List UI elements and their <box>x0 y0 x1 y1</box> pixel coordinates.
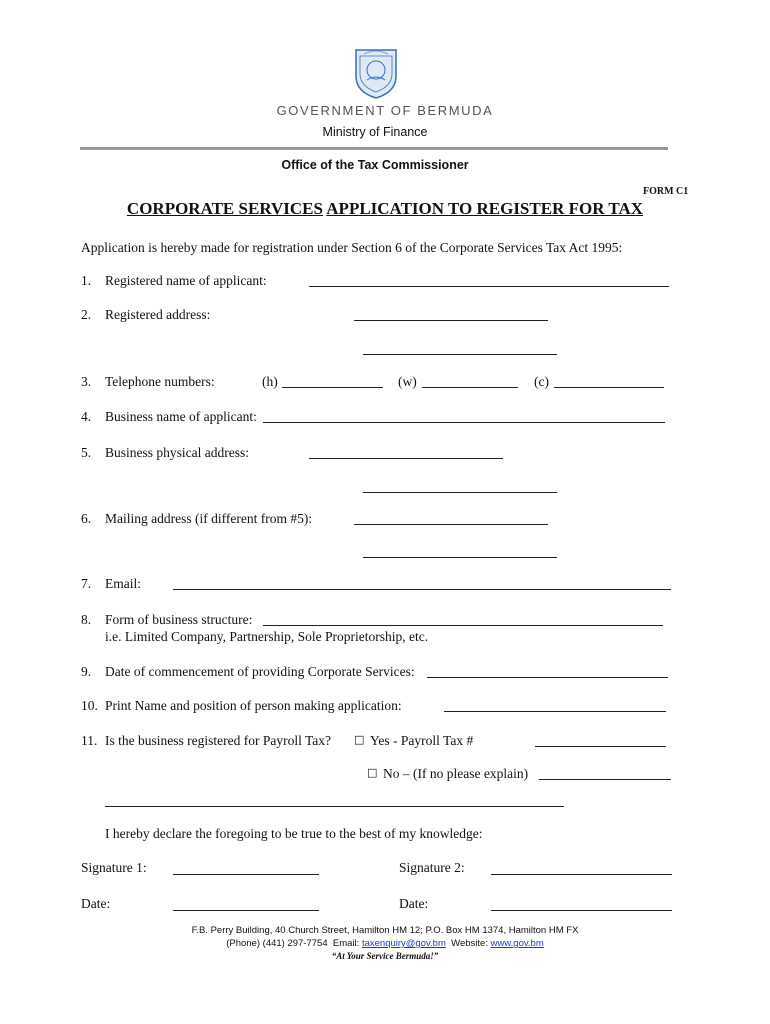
phone-home-field[interactable] <box>282 387 383 388</box>
item-3-number: 3. <box>81 374 92 389</box>
date-2-label: Date: <box>399 896 429 911</box>
form-title-part2: APPLICATION TO REGISTER FOR TAX <box>326 199 644 218</box>
signature-1-field[interactable] <box>173 874 319 875</box>
phone-home-label: (h) <box>262 374 278 389</box>
phone-work-label: (w) <box>398 374 417 389</box>
mailing-address-field-1[interactable] <box>354 524 548 525</box>
item-9-label: Date of commencement of providing Corporate Services: <box>105 664 415 679</box>
applicant-name-position-field[interactable] <box>444 711 666 712</box>
footer-website-link[interactable]: www.gov.bm <box>490 938 544 949</box>
form-code: FORM C1 <box>643 186 689 197</box>
date-1-field[interactable] <box>173 910 319 911</box>
declaration-text: I hereby declare the foregoing to be true to the best of my knowledge: <box>105 826 483 841</box>
payroll-yes-checkbox[interactable]: □ <box>354 733 365 746</box>
registered-name-field[interactable] <box>309 286 669 287</box>
footer-website-label: Website: <box>451 938 488 949</box>
business-name-field[interactable] <box>263 422 665 423</box>
item-4-number: 4. <box>81 409 92 424</box>
email-field[interactable] <box>173 589 671 590</box>
government-title: GOVERNMENT OF BERMUDA <box>276 103 494 118</box>
item-5-number: 5. <box>81 445 92 460</box>
item-10-number: 10. <box>81 698 98 713</box>
item-9-number: 9. <box>81 664 92 679</box>
form-title <box>0 199 770 219</box>
payroll-tax-number-field[interactable] <box>535 746 666 747</box>
item-1-label: Registered name of applicant: <box>105 273 267 288</box>
phone-work-field[interactable] <box>422 387 518 388</box>
date-2-field[interactable] <box>491 910 672 911</box>
payroll-no-checkbox[interactable]: □ <box>367 766 378 779</box>
business-address-field-1[interactable] <box>309 458 503 459</box>
item-2-number: 2. <box>81 307 92 322</box>
bermuda-coat-of-arms-logo <box>352 46 400 100</box>
header-divider <box>80 147 668 150</box>
item-10-label: Print Name and position of person making application: <box>105 698 402 713</box>
commencement-date-field[interactable] <box>427 677 668 678</box>
date-1-label: Date: <box>81 896 111 911</box>
item-7-number: 7. <box>81 576 92 591</box>
payroll-explain-field-1[interactable] <box>539 779 671 780</box>
signature-2-field[interactable] <box>491 874 672 875</box>
item-11-label: Is the business registered for Payroll Tax? <box>105 733 331 748</box>
intro-text: Application is hereby made for registration under Section 6 of the Corporate Services Tax Act 1995: <box>81 240 623 255</box>
payroll-yes-label: Yes - Payroll Tax # <box>370 733 474 748</box>
item-6-label: Mailing address (if different from #5): <box>105 511 313 526</box>
payroll-no-label: No – (If no please explain) <box>383 766 529 781</box>
signature-1-label: Signature 1: <box>81 860 147 875</box>
office-name: Office of the Tax Commissioner <box>281 158 469 172</box>
item-2-label: Registered address: <box>105 307 211 322</box>
phone-cell-field[interactable] <box>554 387 664 388</box>
item-7-label: Email: <box>105 576 141 591</box>
mailing-address-field-2[interactable] <box>363 557 557 558</box>
phone-cell-label: (c) <box>534 374 549 389</box>
footer-email-link[interactable]: taxenquiry@gov.bm <box>361 938 446 949</box>
signature-2-label: Signature 2: <box>399 860 465 875</box>
registered-address-field-1[interactable] <box>354 320 548 321</box>
footer-address: F.B. Perry Building, 40 Church Street, Hamilton HM 12; P.O. Box HM 1374, Hamilton HM FX <box>191 925 579 936</box>
business-address-field-2[interactable] <box>363 492 557 493</box>
item-6-number: 6. <box>81 511 92 526</box>
footer-motto: “At Your Service Bermuda!” <box>331 951 439 961</box>
item-4-label: Business name of applicant: <box>105 409 257 424</box>
ministry-name: Ministry of Finance <box>322 125 428 139</box>
form-title-part1: CORPORATE SERVICES <box>126 199 323 218</box>
business-structure-field[interactable] <box>263 625 663 626</box>
item-8-hint: i.e. Limited Company, Partnership, Sole Proprietorship, etc. <box>105 629 429 644</box>
item-8-number: 8. <box>81 612 92 627</box>
payroll-explain-field-2[interactable] <box>105 806 564 807</box>
footer-motto-row <box>0 951 770 962</box>
registered-address-field-2[interactable] <box>363 354 557 355</box>
footer-phone: (Phone) (441) 297-7754 <box>226 938 328 949</box>
item-11-number: 11. <box>81 733 98 748</box>
item-1-number: 1. <box>81 273 92 288</box>
item-3-label: Telephone numbers: <box>105 374 215 389</box>
footer-email-label: Email: <box>332 938 360 949</box>
item-8-label: Form of business structure: <box>105 612 253 627</box>
footer-contact <box>0 938 770 949</box>
item-5-label: Business physical address: <box>105 445 249 460</box>
